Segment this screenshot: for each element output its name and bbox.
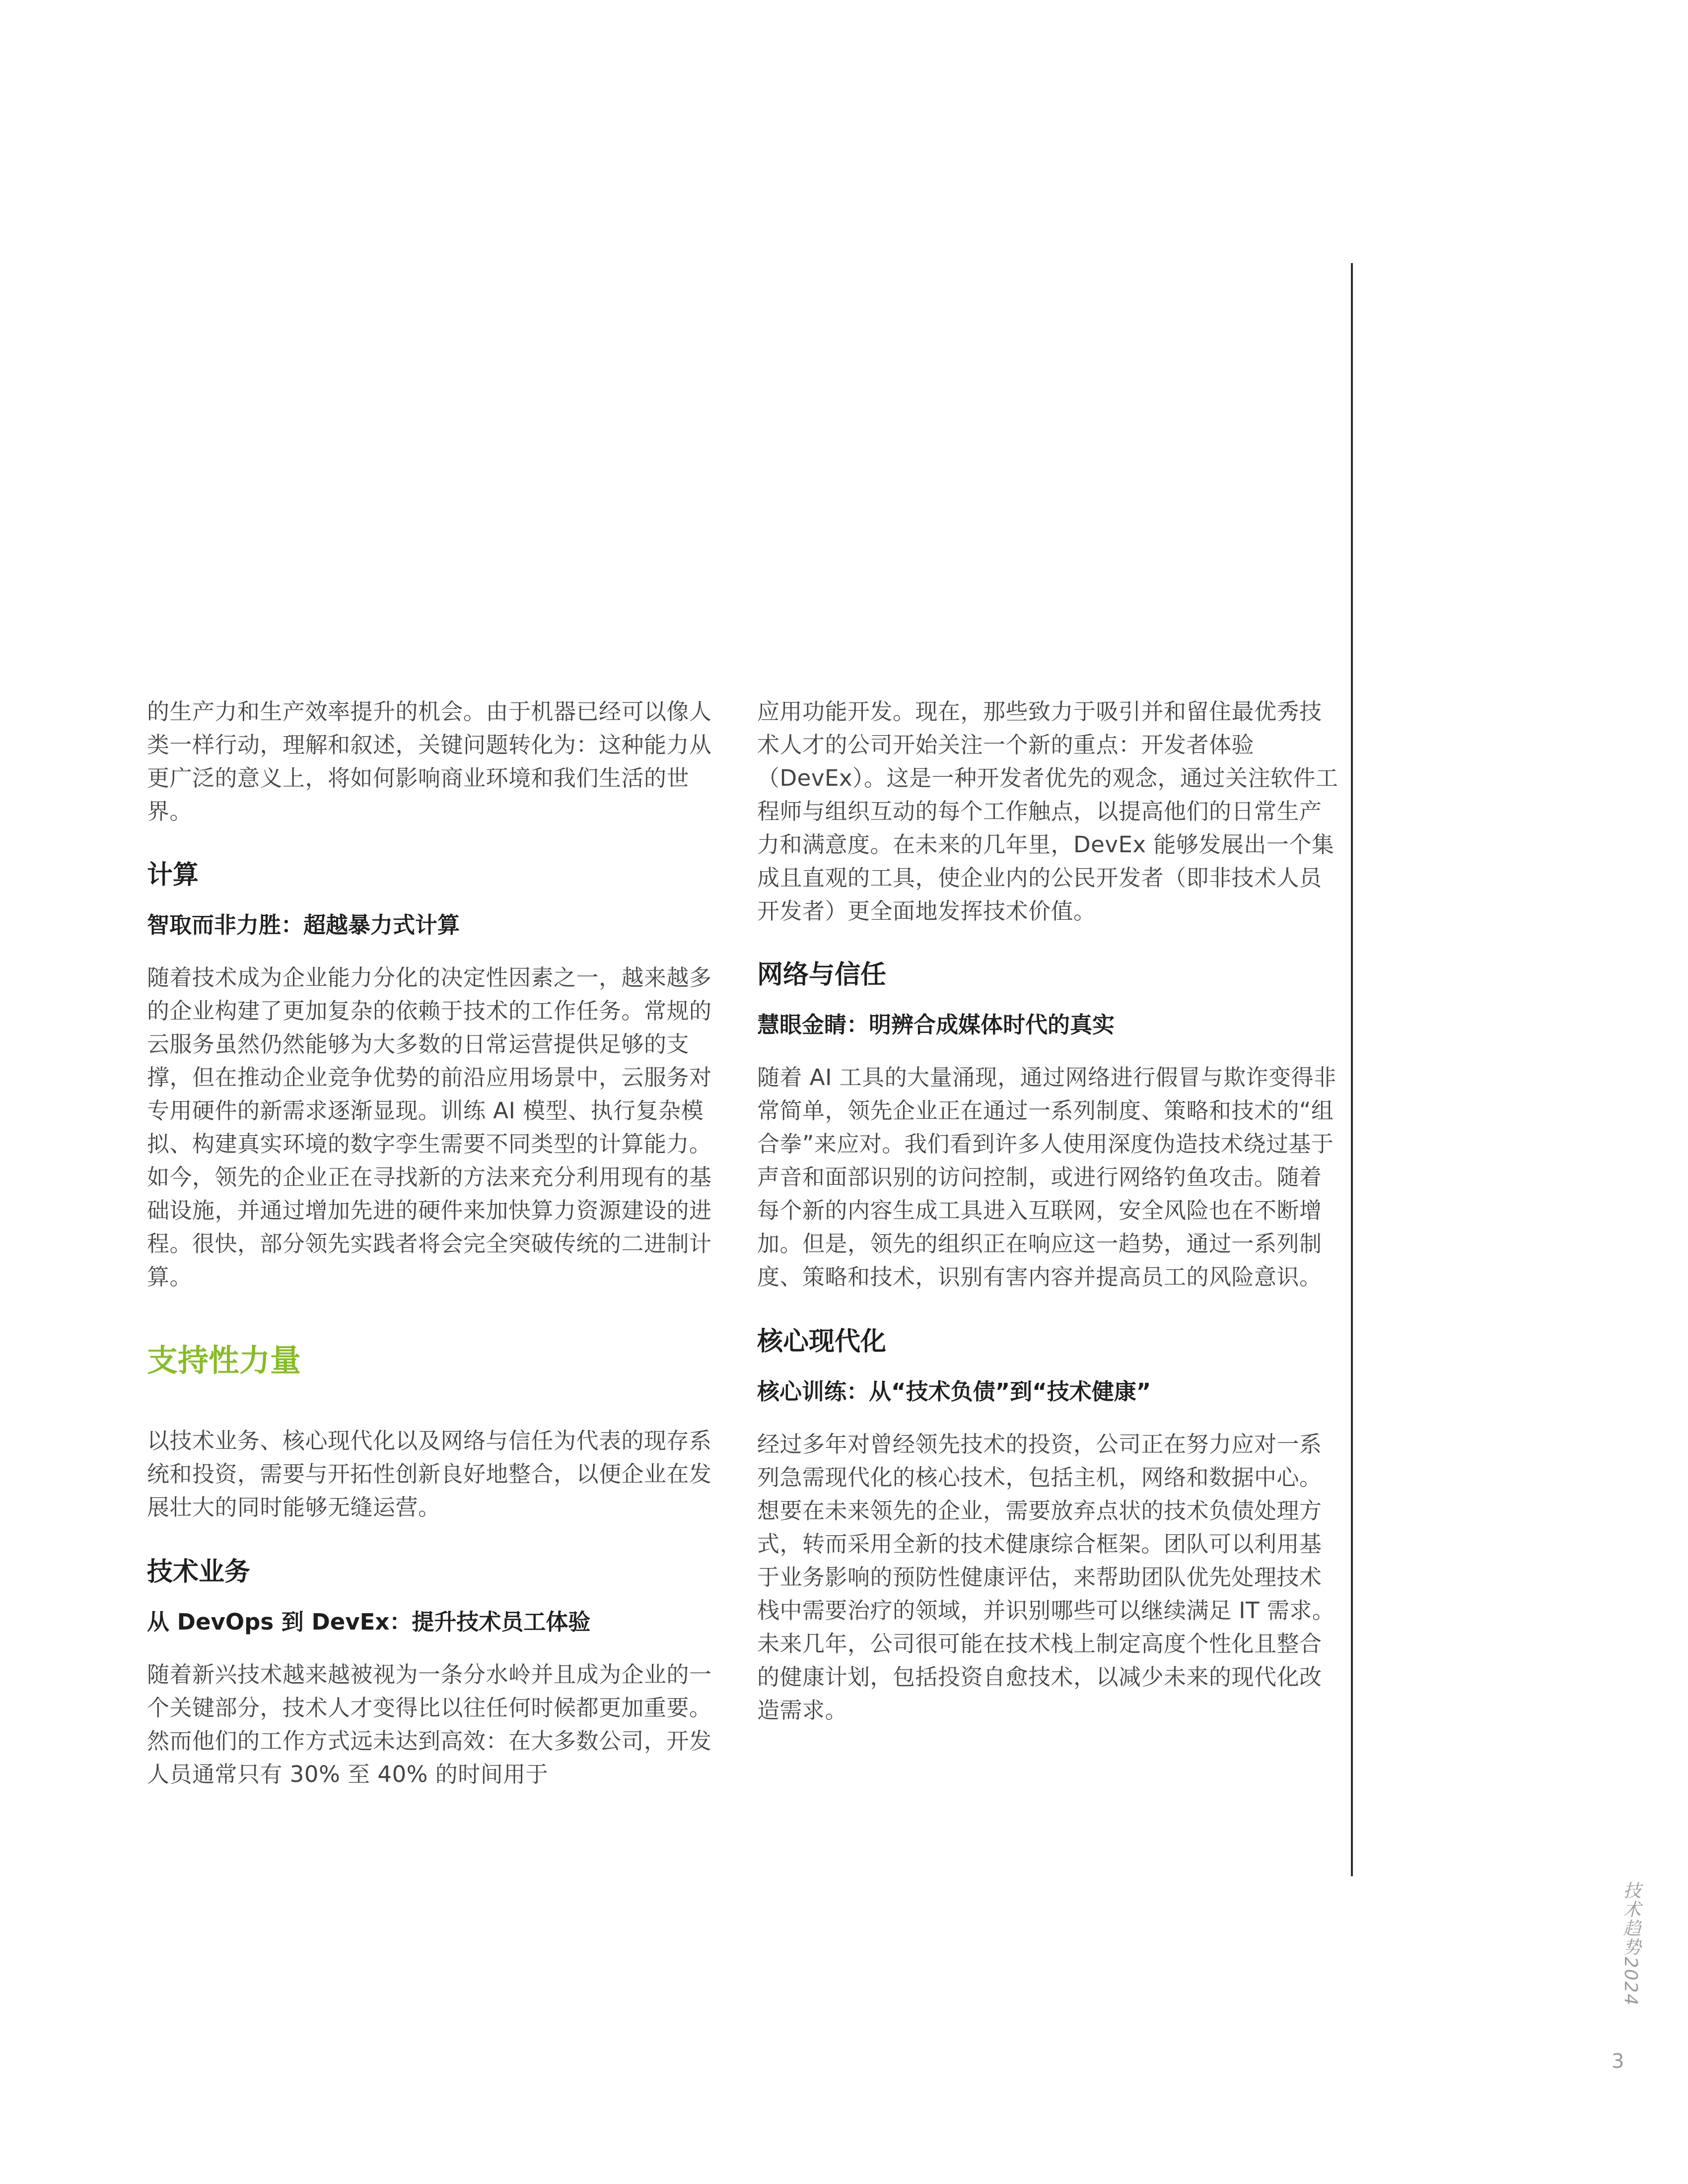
core-modernization-paragraph: 经过多年对曾经领先技术的投资，公司正在努力应对一系列急需现代化的核心技术，包括主机，网络和数据中心。想要在未来领先的企业，需要放弃点状的技术负债处理方式，转而采用全新的技术健康综合框架。团队可以利用基于业务影响的预防性健康评估，来帮助团队优先处理技术栈中需要治疗的领域，并识别哪些可以继续满足 IT 需求。未来几年，公司很可能在技术栈上制定高度个性化且整合的健康计划，包括投资自愈技术，以减少未来的现代化改造需求。 <box>757 1431 1335 1723</box>
running-title: 技术趋势2024 <box>1620 1881 1641 2006</box>
cyber-trust-paragraph: 随着 AI 工具的大量涌现，通过网络进行假冒与欺诈变得非常简单，领先企业正在通过一系列制度、策略和技术的“组合拳”来应对。我们看到许多人使用深度伪造技术绕过基于声音和面部识别的访问控制，或进行网络钓鱼攻击。随着每个新的内容生成工具进入互联网，安全风险也在不断增加。但是，领先的组织正在响应这一趋势，通过一系列制度、策略和技术，识别有害内容并提高员工的风险意识。 <box>757 1064 1336 1290</box>
business-of-technology-heading: 技术业务 <box>147 1557 251 1587</box>
support-forces-paragraph: 以技术业务、核心现代化以及网络与信任为代表的现存系统和投资，需要与开拓性创新良好地整合，以便企业在发展壮大的同时能够无缝运营。 <box>147 1428 712 1520</box>
vertical-divider <box>1351 263 1353 1876</box>
core-modernization-subheading: 核心训练：从“技术负债”到“技术健康” <box>757 1378 1151 1405</box>
business-of-technology-paragraph: 随着新兴技术越来越被视为一条分水岭并且成为企业的一个关键部分，技术人才变得比以往任何时候都更加重要。然而他们的工作方式远未达到高效：在大多数公司，开发人员通常只有 30% 至 40% 的时间用于 <box>147 1661 712 1787</box>
cyber-trust-subheading: 慧眼金睛：明辨合成媒体时代的真实 <box>757 1012 1115 1038</box>
support-forces-heading: 支持性力量 <box>147 1342 301 1378</box>
compute-heading: 计算 <box>147 860 199 890</box>
right-column <box>757 695 1343 1727</box>
intro-paragraph: 的生产力和生产效率提升的机会。由于机器已经可以像人类一样行动，理解和叙述，关键问题转化为：这种能力从更广泛的意义上，将如何影响商业环境和我们生活的世界。 <box>147 698 712 824</box>
business-of-technology-subheading: 从 DevOps 到 DevEx：提升技术员工体验 <box>147 1609 591 1635</box>
devex-paragraph: 应用功能开发。现在，那些致力于吸引并和留住最优秀技术人才的公司开始关注一个新的重点：开发者体验（DevEx）。这是一种开发者优先的观念，通过关注软件工程师与组织互动的每个工作触点，以提高他们的日常生产力和满意度。在未来的几年里，DevEx 能够发展出一个集成且直观的工具，使企业内的公民开发者（即非技术人员开发者）更全面地发挥技术价值。 <box>757 698 1338 924</box>
left-column <box>147 695 733 1791</box>
core-modernization-heading: 核心现代化 <box>757 1327 887 1357</box>
page-number: 3 <box>1612 2050 1624 2073</box>
cyber-trust-heading: 网络与信任 <box>757 960 887 990</box>
compute-paragraph: 随着技术成为企业能力分化的决定性因素之一，越来越多的企业构建了更加复杂的依赖于技术的工作任务。常规的云服务虽然仍然能够为大多数的日常运营提供足够的支撑，但在推动企业竞争优势的前沿应用场景中，云服务对专用硬件的新需求逐渐显现。训练 AI 模型、执行复杂模拟、构建真实环境的数字孪生需要不同类型的计算能力。如今，领先的企业正在寻找新的方法来充分利用现有的基础设施，并通过增加先进的硬件来加快算力资源建设的进程。很快，部分领先实践者将会完全突破传统的二进制计算。 <box>147 964 712 1290</box>
compute-subheading: 智取而非力胜：超越暴力式计算 <box>147 912 460 938</box>
